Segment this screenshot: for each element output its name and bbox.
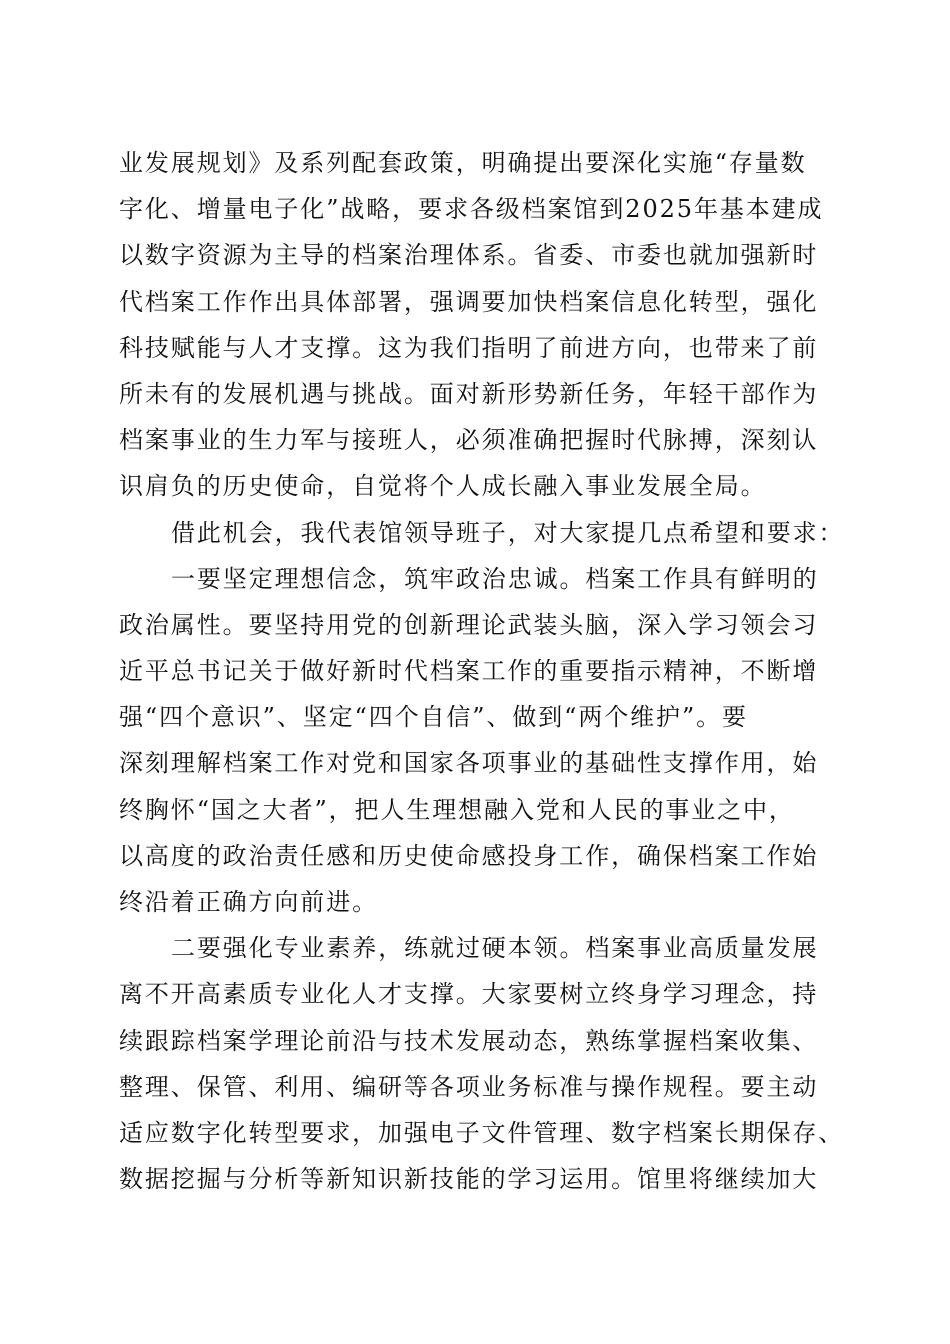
paragraph-one-first-line: 一要坚定理想信念，筑牢政治忠诚。档案工作具有鲜明的 bbox=[171, 564, 819, 593]
text-line: 离不开高素质专业化人才支撑。大家要树立终身学习理念，持 bbox=[119, 980, 819, 1009]
text-line: 适应数字化转型要求，加强电子文件管理、数字档案长期保存、 bbox=[119, 1118, 845, 1147]
text-line: 字化、增量电子化”战略，要求各级档案馆到2025年基本建成 bbox=[119, 195, 824, 224]
paragraph-two-first-line: 二要强化专业素养，练就过硬本领。档案事业高质量发展 bbox=[171, 934, 819, 963]
text-line: 近平总书记关于做好新时代档案工作的重要指示精神，不断增 bbox=[119, 657, 819, 686]
text-line: 终胸怀“国之大者”，把人生理想融入党和人民的事业之中， bbox=[119, 795, 795, 824]
text-line: 终沿着正确方向前进。 bbox=[119, 888, 378, 916]
paragraph-intro-line: 借此机会，我代表馆领导班子，对大家提几点希望和要求： bbox=[171, 518, 845, 547]
text-line: 整理、保管、利用、编研等各项业务标准与操作规程。要主动 bbox=[119, 1072, 819, 1101]
text-line: 代档案工作作出具体部署，强调要加快档案信息化转型，强化 bbox=[119, 287, 819, 316]
text-line: 以高度的政治责任感和历史使命感投身工作，确保档案工作始 bbox=[119, 841, 819, 870]
text-line: 数据挖掘与分析等新知识新技能的学习运用。馆里将继续加大 bbox=[119, 1165, 819, 1194]
text-line: 识肩负的历史使命，自觉将个人成长融入事业发展全局。 bbox=[119, 472, 767, 501]
text-line: 政治属性。要坚持用党的创新理论武装头脑，深入学习领会习 bbox=[119, 610, 819, 639]
text-line: 所未有的发展机遇与挑战。面对新形势新任务，年轻干部作为 bbox=[119, 379, 819, 408]
text-line: 续跟踪档案学理论前沿与技术发展动态，熟练掌握档案收集、 bbox=[119, 1026, 819, 1055]
text-line: 强“四个意识”、坚定“四个自信”、做到“两个维护”。要 bbox=[119, 703, 748, 732]
document-body bbox=[119, 140, 845, 1202]
text-line: 业发展规划》及系列配套政策，明确提出要深化实施“存量数 bbox=[119, 149, 807, 177]
text-line: 科技赋能与人才支撑。这为我们指明了前进方向，也带来了前 bbox=[119, 333, 819, 362]
text-line: 档案事业的生力军与接班人，必须准确把握时代脉搏，深刻认 bbox=[119, 426, 819, 455]
text-line: 以数字资源为主导的档案治理体系。省委、市委也就加强新时 bbox=[119, 241, 819, 270]
text-line: 深刻理解档案工作对党和国家各项事业的基础性支撑作用，始 bbox=[119, 749, 819, 778]
